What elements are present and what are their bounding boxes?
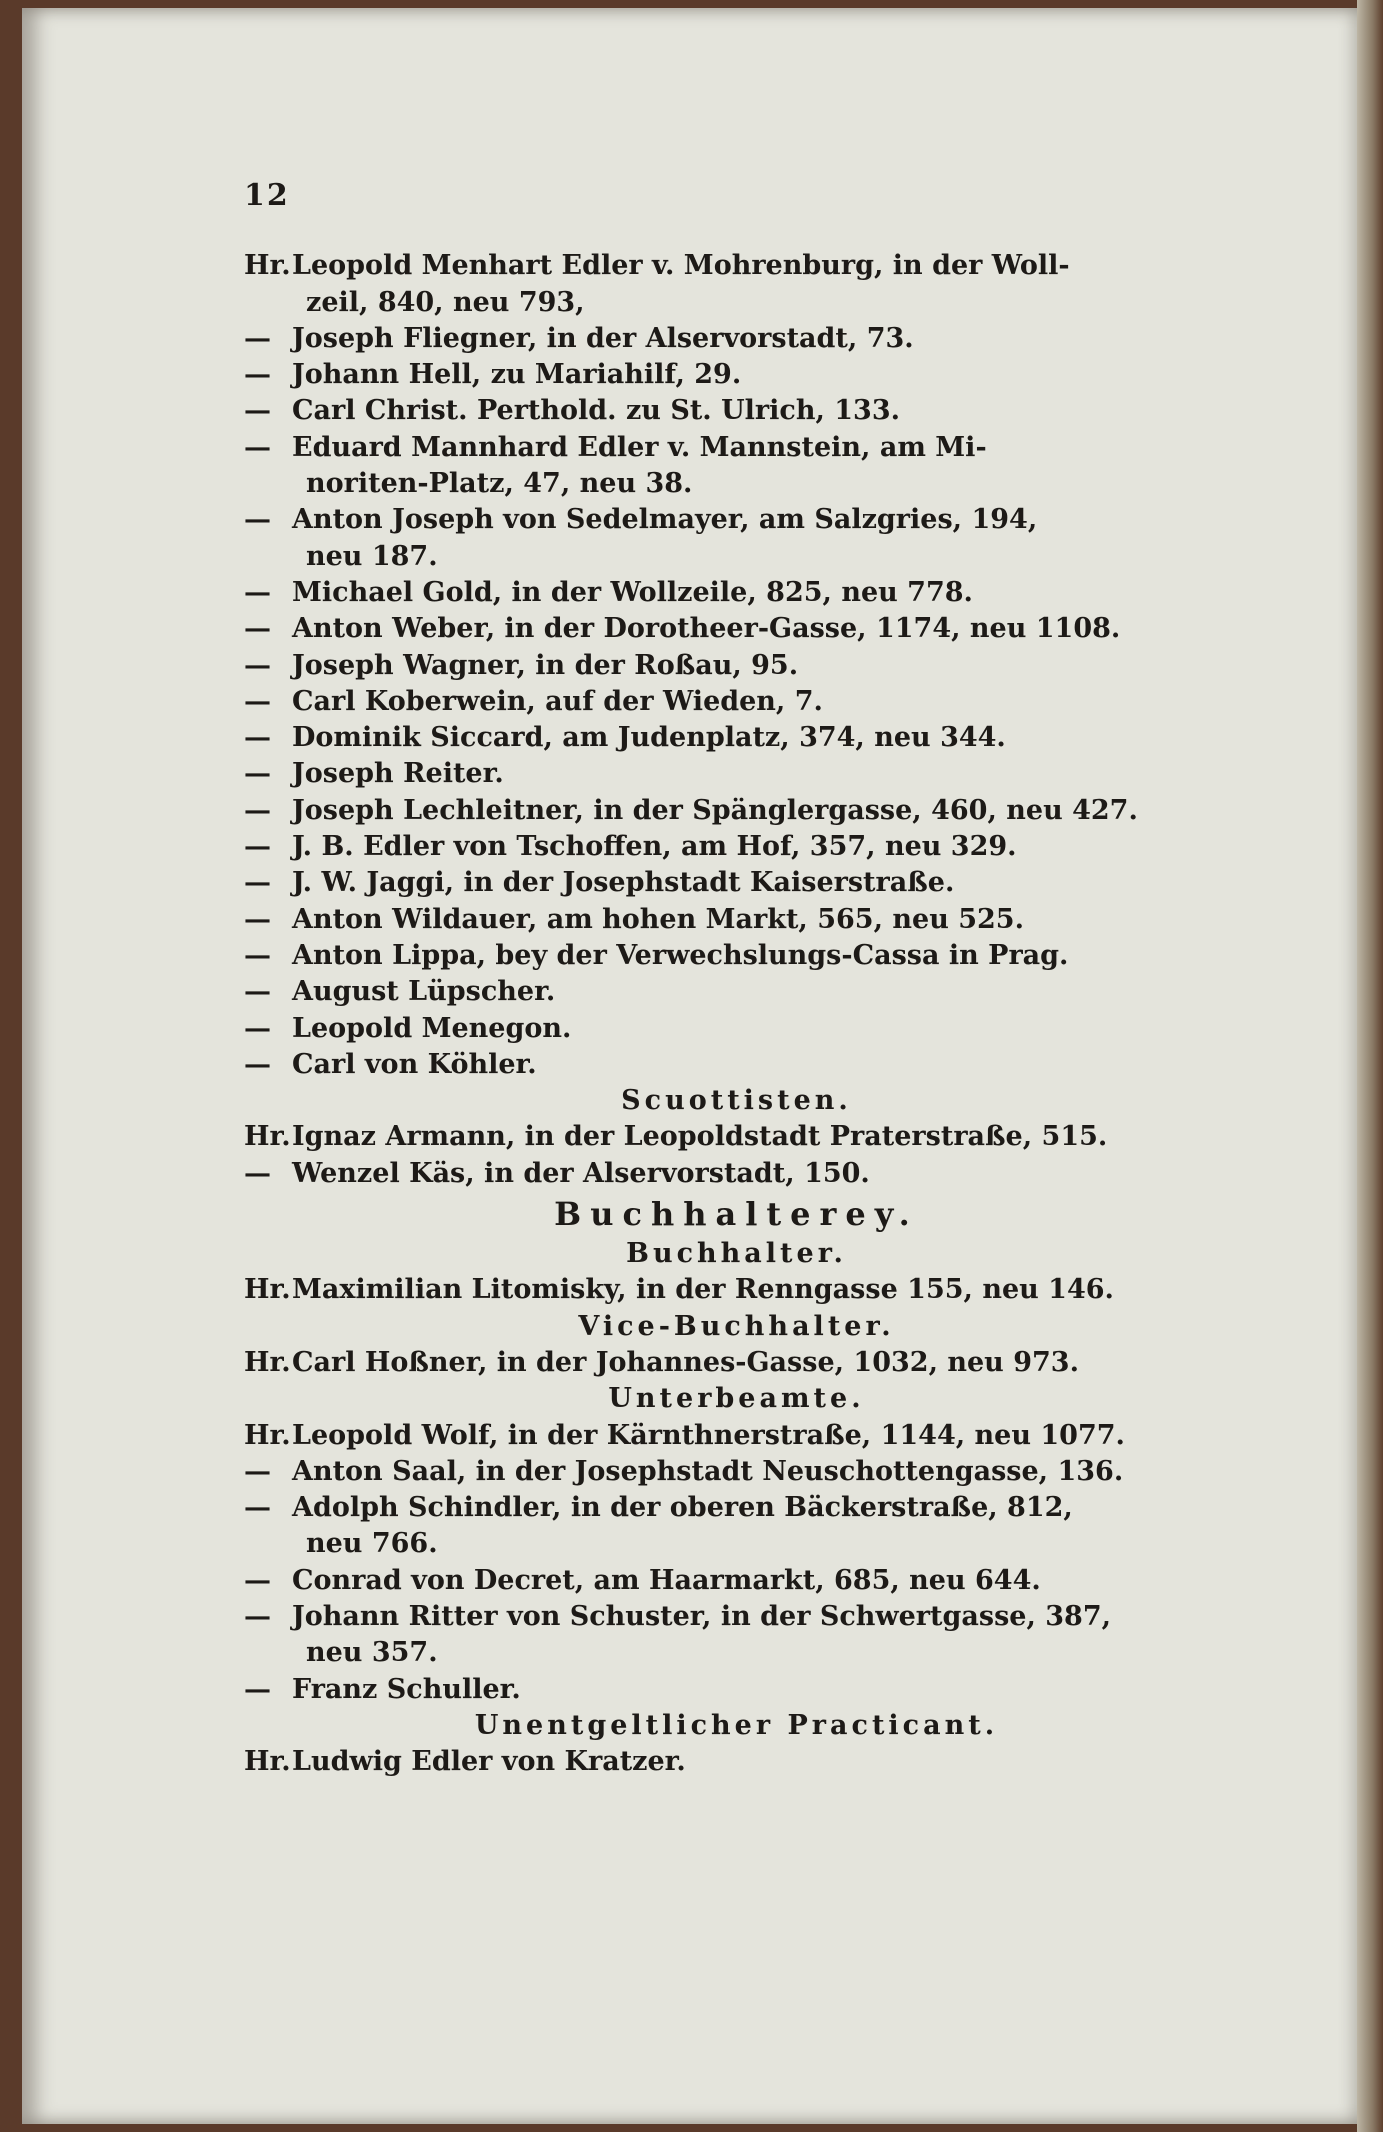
entry-lead: —	[244, 1673, 271, 1705]
list-entry	[244, 793, 1229, 829]
entries-section-2	[244, 1119, 1229, 1192]
entry-text: Anton Joseph von Sedelmayer, am Salzgries, 194,	[292, 504, 1038, 536]
entry-text: Anton Weber, in der Dorotheer-Gasse, 1174, neu 1108.	[292, 613, 1121, 645]
entry-lead: —	[244, 685, 271, 717]
entry-text: Anton Lippa, bey der Verwechslungs-Cassa in Prag.	[292, 939, 1069, 971]
entry-line	[244, 938, 1229, 974]
entry-lead: —	[244, 359, 271, 391]
list-entry	[244, 720, 1229, 756]
entry-lead: —	[244, 1048, 271, 1080]
entry-line	[244, 1272, 1229, 1308]
entry-line	[244, 720, 1229, 756]
entries-section-4	[244, 1345, 1229, 1381]
entry-line	[244, 1156, 1229, 1192]
entry-text: Johann Hell, zu Mariahilf, 29.	[292, 359, 742, 391]
entry-text: Leopold Wolf, in der Kärnthnerstraße, 1144, neu 1077.	[292, 1419, 1125, 1451]
page-text	[244, 178, 1229, 1780]
entry-text: J. W. Jaggi, in der Josephstadt Kaiserstraße.	[292, 867, 955, 899]
entry-text: Carl Christ. Perthold. zu St. Ulrich, 133.	[292, 395, 901, 427]
list-entry	[244, 1418, 1229, 1454]
list-entry	[244, 575, 1229, 611]
entry-line	[244, 865, 1229, 901]
entry-continuation: neu 766.	[306, 1528, 438, 1560]
entries-section-3	[244, 1272, 1229, 1308]
list-entry	[244, 938, 1229, 974]
entry-text: Johann Ritter von Schuster, in der Schwertgasse, 387,	[292, 1600, 1112, 1632]
entry-line	[244, 829, 1229, 865]
heading-vice-buchhalter: Vice-Buchhalter.	[578, 1310, 895, 1342]
entry-continuation: zeil, 840, neu 793,	[306, 286, 585, 318]
list-entry	[244, 648, 1229, 684]
entry-lead: —	[244, 1012, 271, 1044]
heading-scuottisten: Scuottisten.	[621, 1085, 852, 1117]
entry-line	[244, 1672, 1229, 1708]
entry-line	[244, 1599, 1229, 1635]
entry-lead: —	[244, 1492, 271, 1524]
list-entry	[244, 248, 1229, 321]
entry-line	[244, 1744, 1229, 1780]
entry-text: Joseph Reiter.	[292, 758, 504, 790]
list-entry	[244, 393, 1229, 429]
entry-line	[244, 1047, 1229, 1083]
list-entry	[244, 1563, 1229, 1599]
entry-lead: —	[244, 867, 271, 899]
list-entry	[244, 1047, 1229, 1083]
entry-line	[244, 393, 1229, 429]
list-entry	[244, 1272, 1229, 1308]
list-entry	[244, 1119, 1229, 1155]
list-entry	[244, 829, 1229, 865]
heading-practicant: Unentgeltlicher Practicant.	[474, 1709, 999, 1741]
entry-text: Carl Hoßner, in der Johannes-Gasse, 1032, neu 973.	[292, 1346, 1079, 1378]
list-entry	[244, 430, 1229, 503]
entry-lead: Hr.	[244, 1746, 291, 1778]
entry-line	[244, 684, 1229, 720]
entry-text: Carl von Köhler.	[292, 1048, 537, 1080]
book-page	[22, 8, 1362, 2124]
entry-text: Franz Schuller.	[292, 1673, 521, 1705]
entry-continuation: neu 187.	[306, 540, 438, 572]
heading-buchhalter: Buchhalter.	[626, 1238, 847, 1270]
entry-line	[244, 1345, 1229, 1381]
entry-line	[244, 611, 1229, 647]
list-entry	[244, 321, 1229, 357]
entry-text: Leopold Menegon.	[292, 1012, 572, 1044]
entry-text: Maximilian Litomisky, in der Renngasse 155, neu 146.	[292, 1274, 1114, 1306]
entry-lead: —	[244, 939, 271, 971]
entries-section-1	[244, 248, 1229, 1083]
entry-text: Wenzel Käs, in der Alservorstadt, 150.	[292, 1157, 870, 1189]
entry-line	[244, 1490, 1229, 1526]
entry-line	[244, 902, 1229, 938]
entry-lead: —	[244, 976, 271, 1008]
entry-text: Eduard Mannhard Edler v. Mannstein, am Mi-	[292, 431, 987, 463]
entry-line	[244, 357, 1229, 393]
entry-lead: Hr.	[244, 1121, 291, 1153]
entry-text: Anton Wildauer, am hohen Markt, 565, neu 525.	[292, 903, 1024, 935]
entry-lead: —	[244, 576, 271, 608]
entry-lead: —	[244, 395, 271, 427]
entry-lead: —	[244, 758, 271, 790]
entry-line	[244, 502, 1229, 538]
entry-text: Michael Gold, in der Wollzeile, 825, neu 778.	[292, 576, 973, 608]
list-entry	[244, 1599, 1229, 1672]
list-entry	[244, 902, 1229, 938]
entry-lead: Hr.	[244, 1274, 291, 1306]
entry-text: Joseph Fliegner, in der Alservorstadt, 73.	[292, 322, 914, 354]
entry-text: Joseph Lechleitner, in der Spänglergasse, 460, neu 427.	[292, 794, 1138, 826]
list-entry	[244, 611, 1229, 647]
entry-lead: —	[244, 903, 271, 935]
entry-lead: —	[244, 1600, 271, 1632]
entry-lead: —	[244, 504, 271, 536]
entry-text: Joseph Wagner, in der Roßau, 95.	[292, 649, 799, 681]
heading-unterbeamte: Unterbeamte.	[608, 1383, 865, 1415]
entry-line	[244, 430, 1229, 466]
list-entry	[244, 1744, 1229, 1780]
entry-continuation: noriten-Platz, 47, neu 38.	[306, 468, 693, 500]
entry-lead: Hr.	[244, 250, 291, 282]
entry-continuation: neu 357.	[306, 1637, 438, 1669]
list-entry	[244, 502, 1229, 575]
list-entry	[244, 1672, 1229, 1708]
entry-line	[244, 248, 1229, 284]
entry-lead: Hr.	[244, 1419, 291, 1451]
entry-text: Leopold Menhart Edler v. Mohrenburg, in der Woll-	[292, 250, 1070, 282]
entry-line	[244, 321, 1229, 357]
entry-line	[244, 1563, 1229, 1599]
entry-line	[244, 756, 1229, 792]
entry-line	[244, 1119, 1229, 1155]
heading-buchhalterey: Buchhalterey.	[554, 1195, 919, 1234]
entry-lead: —	[244, 1157, 271, 1189]
entry-text: Dominik Siccard, am Judenplatz, 374, neu 344.	[292, 722, 1006, 754]
entry-lead: —	[244, 794, 271, 826]
entry-text: August Lüpscher.	[292, 976, 556, 1008]
entry-line	[244, 793, 1229, 829]
list-entry	[244, 756, 1229, 792]
list-entry	[244, 1011, 1229, 1047]
list-entry	[244, 1156, 1229, 1192]
entry-lead: Hr.	[244, 1346, 291, 1378]
entry-text: Carl Koberwein, auf der Wieden, 7.	[292, 685, 823, 717]
entry-lead: —	[244, 322, 271, 354]
entry-lead: —	[244, 1455, 271, 1487]
entry-text: Anton Saal, in der Josephstadt Neuschottengasse, 136.	[292, 1455, 1124, 1487]
list-entry	[244, 357, 1229, 393]
entry-lead: —	[244, 431, 271, 463]
entry-text: Adolph Schindler, in der oberen Bäckerstraße, 812,	[292, 1492, 1073, 1524]
list-entry	[244, 1345, 1229, 1381]
entry-lead: —	[244, 613, 271, 645]
entry-line	[244, 1011, 1229, 1047]
entry-line	[244, 1454, 1229, 1490]
entry-lead: —	[244, 831, 271, 863]
entry-text: Ludwig Edler von Kratzer.	[292, 1746, 686, 1778]
entry-lead: —	[244, 1564, 271, 1596]
entry-line	[244, 575, 1229, 611]
list-entry	[244, 974, 1229, 1010]
entries-section-5	[244, 1418, 1229, 1708]
list-entry	[244, 1490, 1229, 1563]
list-entry	[244, 865, 1229, 901]
entry-text: J. B. Edler von Tschoffen, am Hof, 357, neu 329.	[292, 831, 1017, 863]
book-spine	[1357, 0, 1383, 2132]
list-entry	[244, 684, 1229, 720]
entry-lead: —	[244, 649, 271, 681]
entry-text: Ignaz Armann, in der Leopoldstadt Praterstraße, 515.	[292, 1121, 1108, 1153]
entry-text: Conrad von Decret, am Haarmarkt, 685, neu 644.	[292, 1564, 1041, 1596]
entry-line	[244, 974, 1229, 1010]
list-entry	[244, 1454, 1229, 1490]
entry-line	[244, 648, 1229, 684]
entries-section-6	[244, 1744, 1229, 1780]
page-number: 12	[244, 178, 290, 213]
entry-lead: —	[244, 722, 271, 754]
entry-line	[244, 1418, 1229, 1454]
